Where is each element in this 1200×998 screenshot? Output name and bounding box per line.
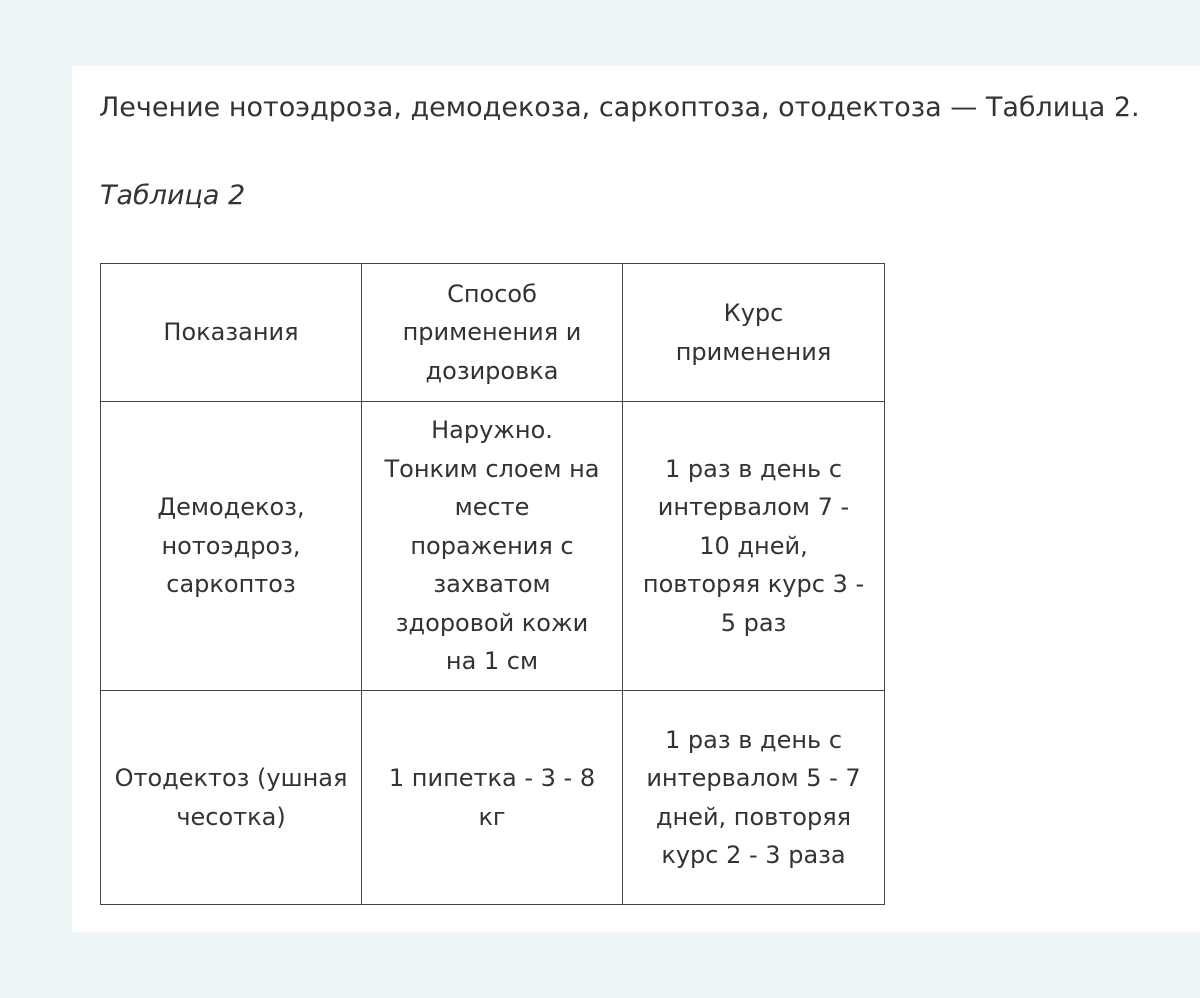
table-cell-method-dosage — [362, 691, 623, 905]
header-method-dosage-text: Способ применения и дозировка — [402, 279, 582, 385]
table-row — [101, 691, 885, 905]
method-dosage-text: Наружно. Тонким слоем на месте поражения с захватом здоровой кожи на 1 см — [384, 416, 600, 676]
table-cell-method-dosage — [362, 402, 623, 691]
dosage-table — [100, 263, 885, 905]
section-heading: Лечение нотоэдроза, демодекоза, саркоптоза, отодектоза — Таблица 2. — [99, 92, 1140, 123]
table-cell-course — [623, 402, 885, 691]
table-row — [101, 402, 885, 691]
header-cell-method-dosage — [362, 264, 623, 402]
header-course-text: Курс применения — [675, 299, 832, 366]
table-caption: Таблица 2 — [100, 180, 246, 211]
indications-text: Отодектоз (ушная чесотка) — [114, 764, 348, 831]
header-cell-indications — [101, 264, 362, 402]
header-indications-text: Показания — [163, 318, 299, 347]
table-cell-indications — [101, 402, 362, 691]
table-cell-course — [623, 691, 885, 905]
indications-text: Демодекоз, нотоэдроз, саркоптоз — [157, 493, 305, 599]
table-cell-indications — [101, 691, 362, 905]
course-text: 1 раз в день с интервалом 7 - 10 дней, повторяя курс 3 - 5 раз — [642, 454, 865, 637]
content-card — [72, 66, 1200, 932]
method-dosage-text: 1 пипетка - 3 - 8 кг — [388, 764, 596, 831]
header-cell-course — [623, 264, 885, 402]
course-text: 1 раз в день с интервалом 5 - 7 дней, повторяя курс 2 - 3 раза — [646, 725, 861, 869]
table-header-row — [101, 264, 885, 402]
